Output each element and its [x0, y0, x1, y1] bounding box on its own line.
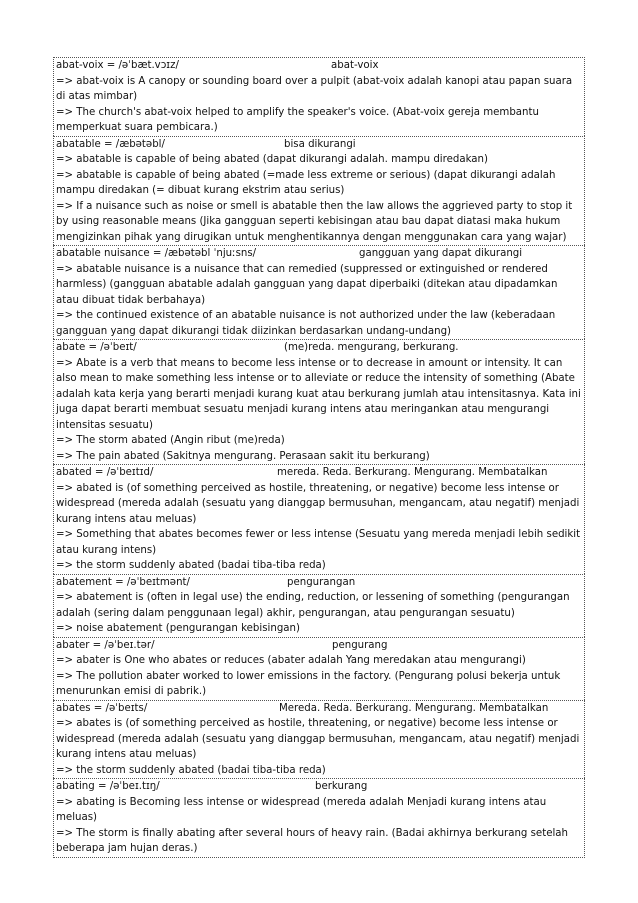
definition-line: => Something that abates becomes fewer or less intense (Sesuatu yang mereda menjadi lebih sedikit atau kurang intens)	[56, 529, 581, 556]
example-line: => noise abatement (pengurangan kebisingan)	[56, 623, 300, 634]
example-line: => The storm abated (Angin ribut (me)reda)	[56, 435, 285, 446]
example-line: => If a nuisance such as noise or smell is abatable then the law allows the aggrieved party to stop it by using reasonable means (Jika gangguan seperti kebisingan atau bau dapat diatasi maka hukum mengizinkan pihak yang dirugikan untuk menghentikannya dengan menggunakan cara yang wajar)	[56, 200, 573, 243]
definition-line: => abated is (of something perceived as hostile, threatening, or negative) become less intense or widespread (mereda adalah (sesuatu yang dianggap bermusuhan, mengancam, atau negatif) menjadi kurang intens atau meluas)	[56, 482, 580, 525]
entry-head	[56, 575, 583, 591]
entry-abater	[53, 637, 585, 700]
translation: mereda. Reda. Berkurang. Mengurang. Membatalkan	[277, 467, 548, 478]
entry-abat-voix	[53, 57, 585, 136]
example-line: => The storm is finally abating after several hours of heavy rain. (Badai akhirnya berkurang setelah beberapa jam hujan deras.)	[56, 827, 568, 854]
entry-head	[56, 58, 583, 74]
headword: abate = /əˈbeɪt/	[56, 342, 137, 353]
entry-abating	[53, 778, 585, 858]
entry-head	[56, 137, 583, 153]
entry-abatement	[53, 574, 585, 637]
translation: pengurangan	[287, 576, 356, 588]
entry-abated	[53, 464, 585, 574]
headword: abater = /əˈbeɪ.tər/	[56, 639, 155, 651]
definition-line: => abatable is capable of being abated (=made less extreme or serious) (dapat dikurangi adalah mampu diredakan (= dibuat kurang ekstrim atau serius)	[56, 169, 556, 196]
translation: Mereda. Reda. Berkurang. Mengurang. Membatalkan	[279, 702, 549, 714]
translation: pengurang	[332, 639, 388, 651]
headword: abatable nuisance = /æbətəbl ˈnjuːsns/	[56, 248, 257, 259]
entry-head	[56, 340, 583, 356]
example-line: => the storm suddenly abated (badai tiba-tiba reda)	[56, 560, 326, 571]
headword: abating = /əˈbeɪ.tɪŋ/	[56, 781, 160, 792]
headword: abatable = /æbətəbl/	[56, 138, 165, 150]
definition-line: => abates is (of something perceived as hostile, threatening, or negative) become less intense or widespread (mereda adalah (sesuatu yang dianggap bermusuhan, mengancam, atau negatif) menjadi kurang intens atau meluas)	[56, 718, 580, 760]
entry-head	[56, 465, 583, 481]
definition-line: => Abate is a verb that means to become less intense or to decrease in amount or intensity. It can also mean to make something less intense or to alleviate or reduce the intensity of something (Abate adalah kata kerja yang berarti menjadi kurang kuat atau berkurang jumlah atau intensitasnya. Kata ini juga dapat berarti membuat sesuatu menjadi kurang intens atau meringankan atau mengurangi intensitas sesuatu)	[56, 357, 581, 431]
definition-line: => abater is One who abates or reduces (abater adalah Yang meredakan atau mengurangi)	[56, 655, 526, 666]
definition-line: => abating is Becoming less intense or widespread (mereda adalah Menjadi kurang intens atau meluas)	[56, 796, 547, 823]
entry-abate	[53, 339, 585, 464]
example-line: => the continued existence of an abatable nuisance is not authorized under the law (keberadaan gangguan yang dapat dikurangi tidak diizinkan berdasarkan undang-undang)	[56, 310, 556, 337]
example-line: => the storm suddenly abated (badai tiba-tiba reda)	[56, 764, 326, 776]
entry-head	[56, 638, 583, 654]
entry-abatable	[53, 136, 585, 246]
definition-line: => abatable is capable of being abated (dapat dikurangi adalah. mampu diredakan)	[56, 154, 488, 165]
example-line: => The pollution abater worked to lower emissions in the factory. (Pengurang polusi bekerja untuk menurunkan emisi di pabrik.)	[56, 670, 561, 697]
definition-line: => abat-voix is A canopy or sounding board over a pulpit (abat-voix adalah kanopi atau papan suara di atas mimbar)	[56, 75, 573, 102]
entry-abatable-nuisance	[53, 245, 585, 339]
headword: abates = /əˈbeɪts/	[56, 702, 148, 714]
entry-head	[56, 779, 583, 795]
headword: abatement = /əˈbeɪtmənt/	[56, 576, 190, 588]
translation: bisa dikurangi	[284, 138, 356, 150]
entry-head	[56, 246, 583, 262]
translation: (me)reda. mengurang, berkurang.	[284, 342, 459, 353]
entry-head	[56, 701, 583, 717]
headword: abated = /əˈbeɪtɪd/	[56, 467, 154, 478]
definition-line: => abatement is (often in legal use) the ending, reduction, or lessening of something (pengurangan adalah (sering dalam penggunaan legal) akhir, pengurangan, atau pengurangan sesuatu)	[56, 592, 570, 619]
entry-abates	[53, 700, 585, 779]
headword: abat-voix = /əˈbæt.vɔɪz/	[56, 60, 179, 71]
example-line: => The pain abated (Sakitnya mengurang. Perasaan sakit itu berkurang)	[56, 450, 430, 462]
definition-line: => abatable nuisance is a nuisance that can remedied (suppressed or extinguished or rendered harmless) (gangguan abatable adalah gangguan yang dapat diperbaiki (ditekan atau dipadamkan atau dibuat tidak berbahaya)	[56, 263, 558, 306]
translation: gangguan yang dapat dikurangi	[359, 248, 523, 259]
translation: berkurang	[315, 781, 368, 792]
glossary-page	[53, 57, 585, 858]
example-line: => The church's abat-voix helped to amplify the speaker's voice. (Abat-voix gereja membantu memperkuat suara pembicara.)	[56, 106, 539, 133]
translation: abat-voix	[331, 60, 379, 71]
